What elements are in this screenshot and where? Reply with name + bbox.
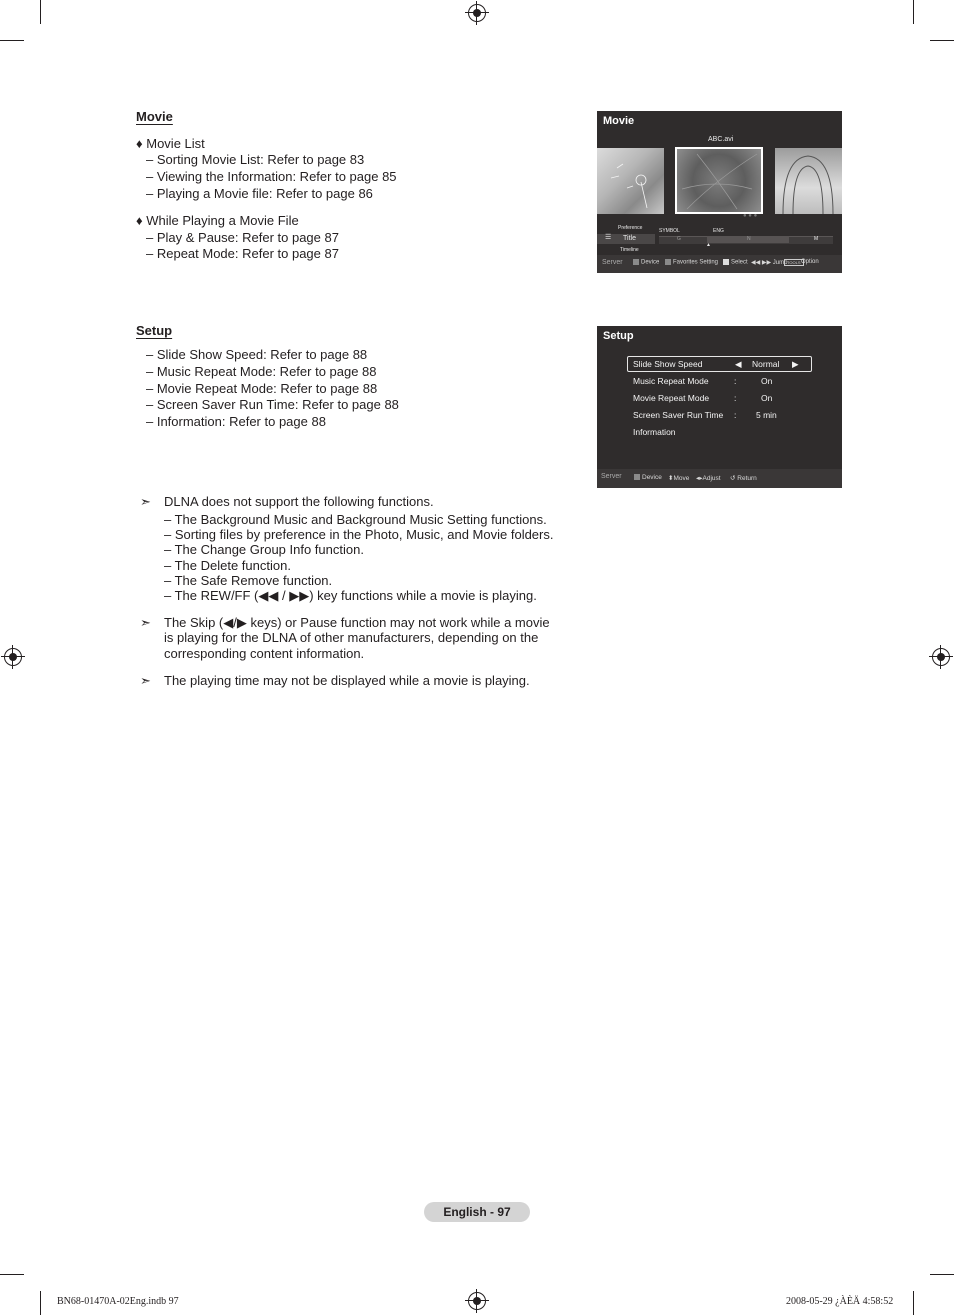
- fern-image-icon: [677, 149, 761, 212]
- list-item: – Slide Show Speed: Refer to page 88: [146, 347, 368, 362]
- server-label[interactable]: Server: [602, 259, 623, 266]
- crop-mark: [913, 1291, 914, 1315]
- thumbnail-right: [775, 148, 842, 214]
- adjust-legend: ◂▸Adjust: [696, 475, 721, 482]
- setup-row-label[interactable]: Movie Repeat Mode: [633, 393, 710, 403]
- list-item: – Play & Pause: Refer to page 87: [146, 230, 339, 245]
- setup-row-sep: :: [734, 376, 737, 386]
- crop-mark: [913, 0, 914, 24]
- return-legend: ↺ Return: [730, 475, 757, 482]
- setup-row-sep: :: [734, 393, 737, 403]
- crop-mark: [930, 40, 954, 41]
- list-item: – Screen Saver Run Time: Refer to page 88: [146, 397, 399, 412]
- setup-row-value: 5 min: [756, 410, 777, 420]
- note-3: The playing time may not be displayed while a movie is playing.: [164, 673, 530, 688]
- menu-icon: ☰: [605, 234, 612, 241]
- list-item: – Repeat Mode: Refer to page 87: [146, 246, 339, 261]
- crop-mark: [0, 40, 24, 41]
- note-item: – The Safe Remove function.: [164, 573, 333, 588]
- left-arrow-icon[interactable]: ◀: [735, 359, 742, 369]
- scale-left: G: [677, 236, 681, 242]
- crop-mark: [40, 0, 41, 24]
- server-label[interactable]: Server: [601, 473, 622, 480]
- setup-screen-title: Setup: [603, 330, 634, 342]
- title-label: Title: [623, 235, 636, 242]
- filename: ABC.avi: [708, 136, 734, 143]
- red-button-icon: [633, 259, 639, 265]
- timeline-marker-icon: ▲: [706, 242, 711, 248]
- thumbnail-left: [597, 148, 664, 214]
- note-item: – The Background Music and Background Music Setting functions.: [164, 512, 547, 527]
- tunnel-image-icon: [775, 148, 842, 214]
- list-item: – Playing a Movie file: Refer to page 86: [146, 186, 373, 201]
- device-legend: Device: [633, 259, 659, 266]
- preference-label: Preference: [618, 225, 643, 231]
- print-footer-right: 2008-05-29 ¿ÀÈÄ 4:58:52: [786, 1296, 894, 1307]
- device-legend: Device: [634, 474, 662, 481]
- setup-row-label[interactable]: Music Repeat Mode: [633, 376, 709, 386]
- setup-row-label[interactable]: Screen Saver Run Time: [633, 410, 724, 420]
- note-item: – The Change Group Info function.: [164, 542, 364, 557]
- scale-mid: N: [747, 236, 751, 242]
- select-legend: Select: [723, 259, 748, 266]
- list-item: – Information: Refer to page 88: [146, 414, 326, 429]
- movie-heading: Movie: [136, 109, 173, 124]
- movie-screen-title: Movie: [603, 115, 635, 127]
- page-dots: ● ● ●: [743, 213, 758, 219]
- option-label: Option: [801, 259, 819, 265]
- print-footer-left: BN68-01470A-02Eng.indb 97: [57, 1296, 179, 1307]
- list-item: – Sorting Movie List: Refer to page 83: [146, 152, 365, 167]
- note-marker-icon: ➣: [140, 673, 151, 688]
- setup-row-sep: :: [734, 410, 737, 420]
- setup-row-value: Normal: [752, 359, 780, 369]
- registration-mark-icon: [468, 4, 486, 22]
- thumbnail-selected[interactable]: [675, 147, 763, 214]
- list-item: – Music Repeat Mode: Refer to page 88: [146, 364, 377, 379]
- crop-mark: [0, 1274, 24, 1275]
- rew-ff-icon: ◀◀ ▶▶: [751, 260, 773, 266]
- note-item: – The REW/FF (◀◀ / ▶▶) key functions while a movie is playing.: [164, 588, 537, 603]
- note-marker-icon: ➣: [140, 615, 151, 630]
- eng-label: ENG: [713, 228, 724, 234]
- left-right-icon: ◂▸: [696, 475, 703, 482]
- setup-row-value: On: [761, 376, 773, 386]
- jump-legend: ◀◀ ▶▶ Jump: [751, 260, 788, 266]
- tools-button-icon: TOOLS: [784, 259, 804, 266]
- green-button-icon: [665, 259, 671, 265]
- setup-heading: Setup: [136, 323, 173, 338]
- setup-row-value: On: [761, 393, 773, 403]
- note-item: – The Delete function.: [164, 558, 291, 573]
- note-item: – Sorting files by preference in the Photo, Music, and Movie folders.: [164, 527, 554, 542]
- symbol-label: SYMBOL: [659, 228, 680, 234]
- crop-mark: [40, 1291, 41, 1315]
- timeline-label: Timeline: [620, 247, 639, 253]
- registration-mark-icon: [468, 1292, 486, 1310]
- note-marker-icon: ➣: [140, 494, 151, 509]
- red-button-icon: [634, 474, 640, 480]
- note-2: The Skip (◀/▶ keys) or Pause function may not work while a movie is playing for the DLNA of other manufacturers, depending on the corresponding content information.: [164, 615, 550, 661]
- registration-mark-icon: [932, 648, 950, 666]
- setup-screen: [597, 326, 842, 488]
- list-item: – Movie Repeat Mode: Refer to page 88: [146, 381, 378, 396]
- enter-button-icon: [723, 259, 729, 265]
- registration-mark-icon: [4, 648, 22, 666]
- up-down-icon: ⬍: [668, 475, 674, 482]
- movie-screen: [597, 111, 842, 273]
- scale-right: M: [814, 236, 819, 242]
- dandelion-image-icon: [597, 148, 664, 214]
- setup-row-label[interactable]: Information: [633, 427, 676, 437]
- favorites-legend: Favorites Setting: [665, 259, 718, 266]
- page-number-label: English - 97: [424, 1202, 530, 1222]
- movie-list-title: ♦ Movie List: [136, 136, 205, 151]
- setup-row-label: Slide Show Speed: [633, 359, 703, 369]
- right-arrow-icon[interactable]: ▶: [792, 359, 799, 369]
- return-icon: ↺: [730, 475, 738, 482]
- move-legend: ⬍Move: [668, 475, 690, 482]
- list-item: – Viewing the Information: Refer to page 85: [146, 169, 397, 184]
- crop-mark: [930, 1274, 954, 1275]
- playing-movie-title: ♦ While Playing a Movie File: [136, 213, 299, 228]
- note-1: DLNA does not support the following functions.: [164, 494, 434, 509]
